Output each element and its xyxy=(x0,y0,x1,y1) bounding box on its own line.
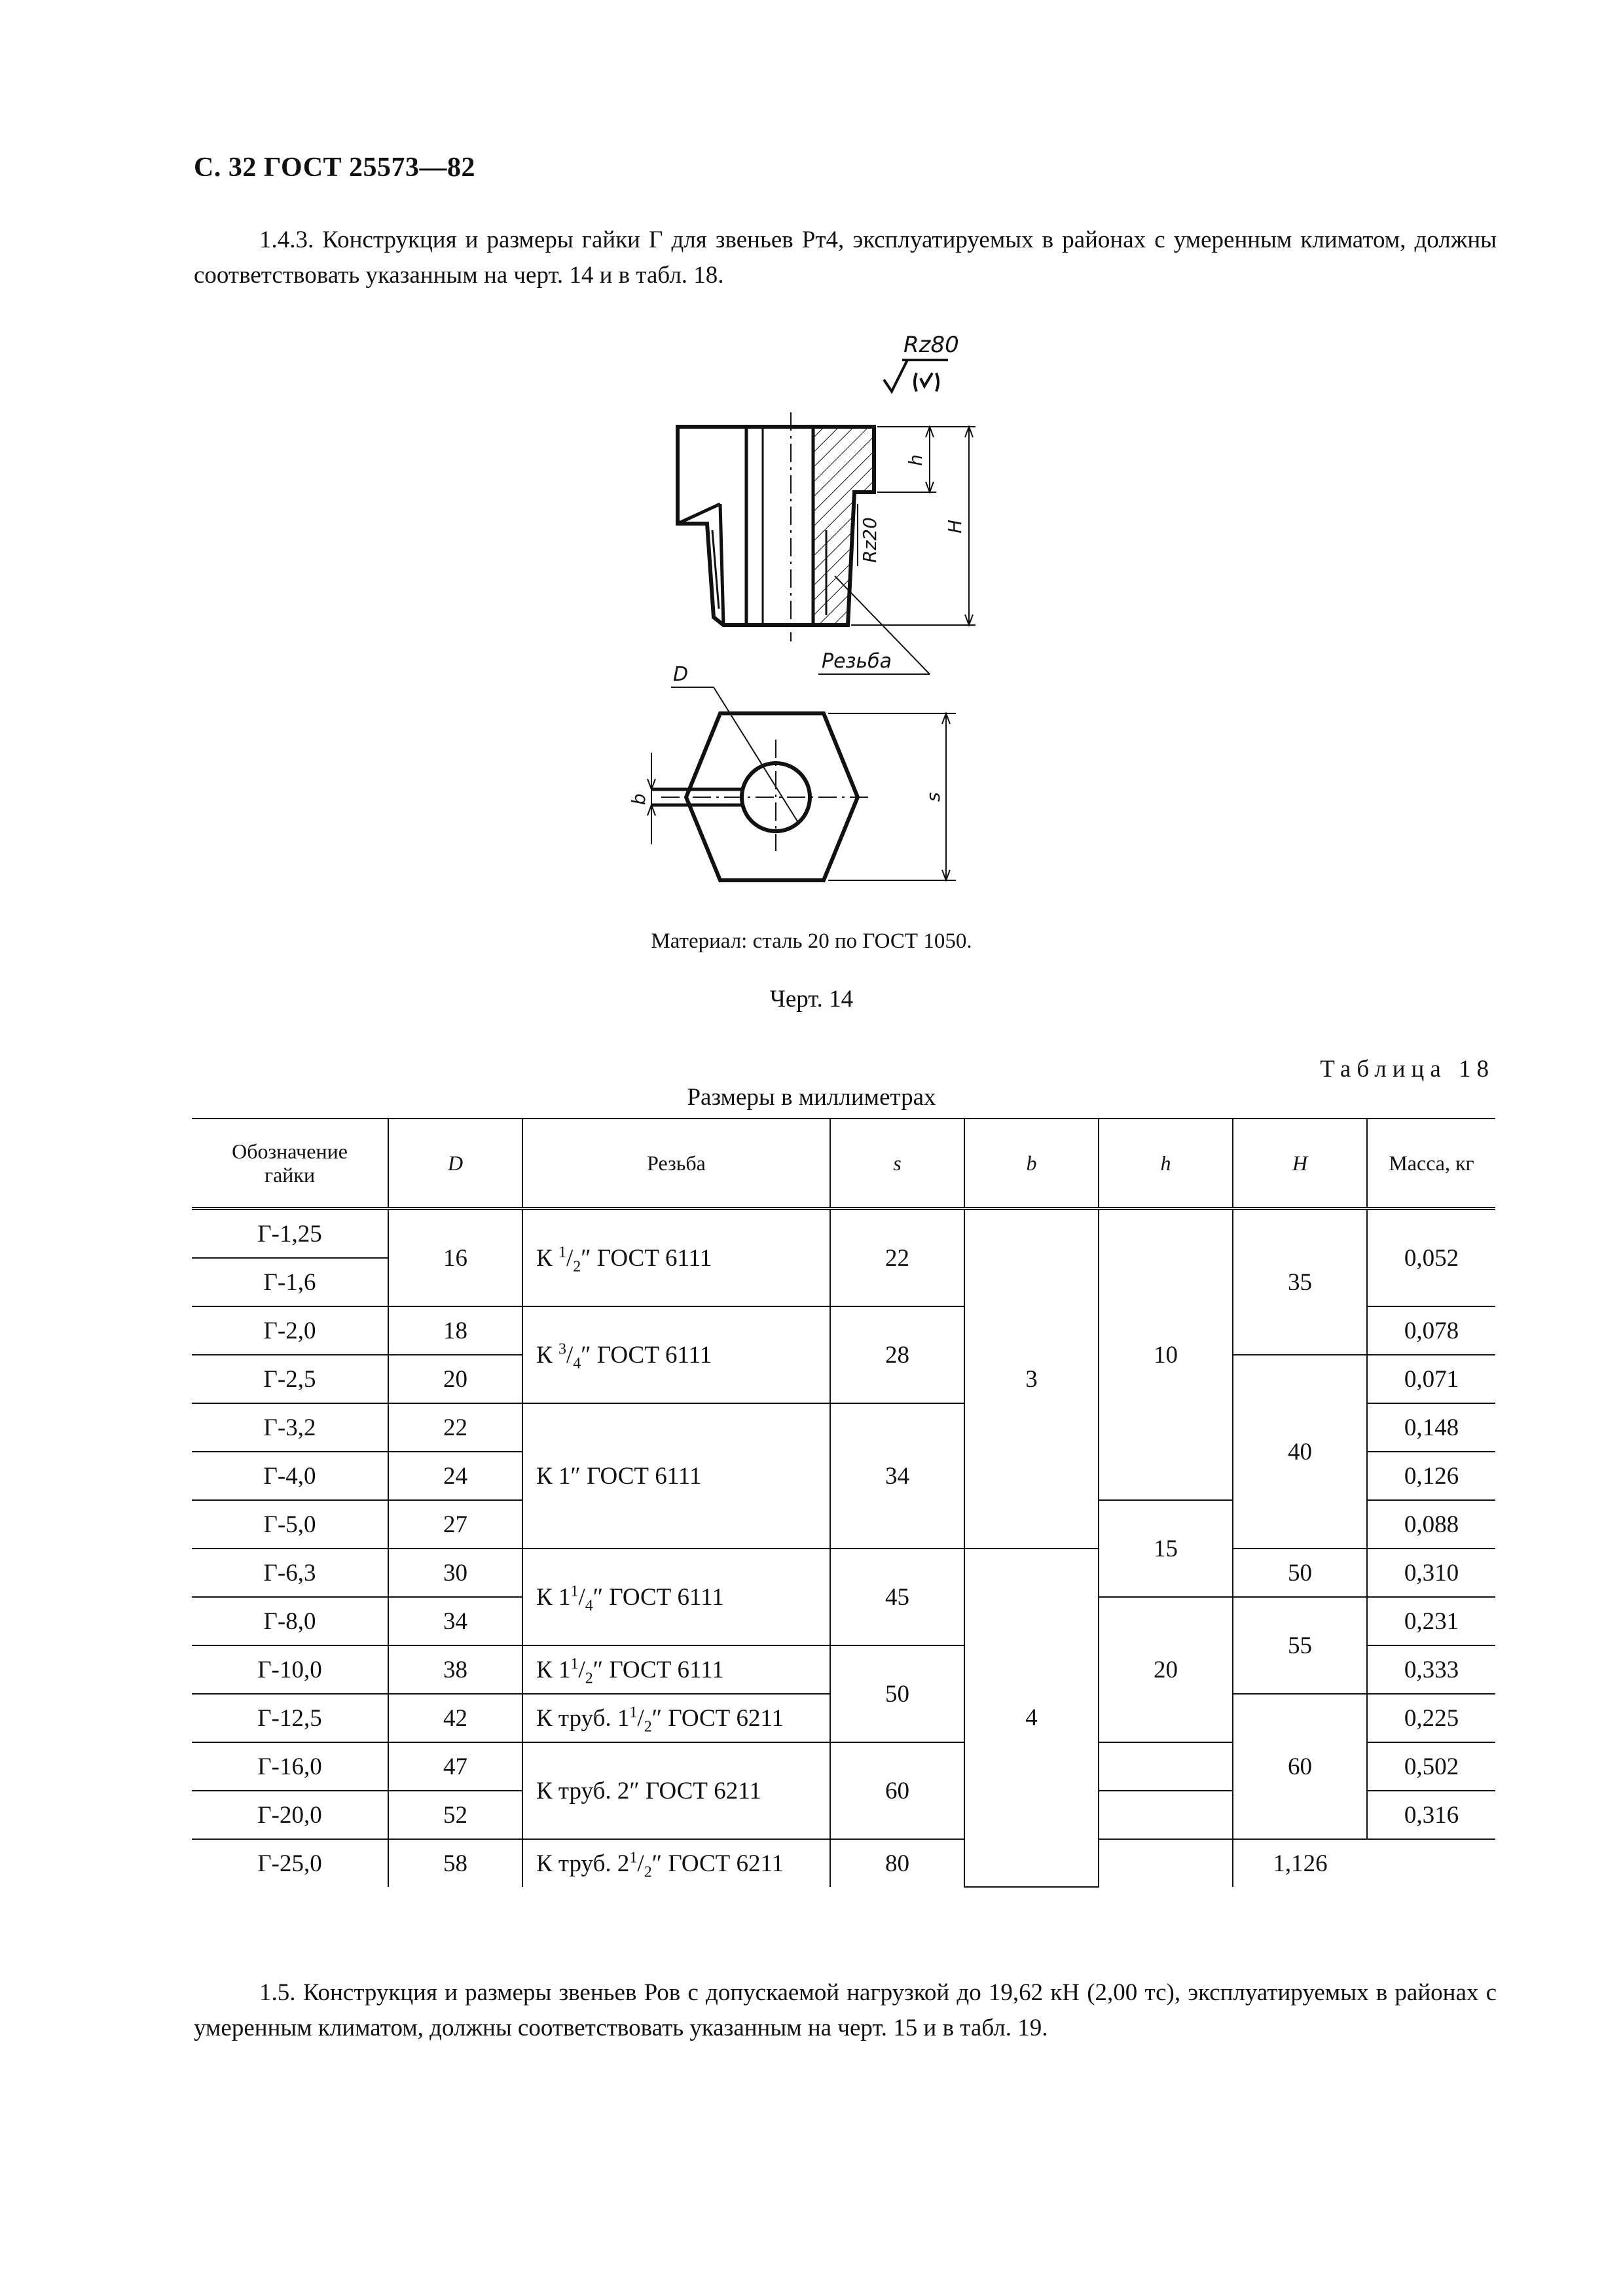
cell-thread: К 1″ ГОСТ 6111 xyxy=(522,1403,830,1549)
material-caption: Материал: сталь 20 по ГОСТ 1050. xyxy=(651,929,972,953)
cell-thread: К труб. $1^1/_2''$ ГОСТ 6211 xyxy=(522,1694,830,1742)
cell-designation: Г-3,2 xyxy=(192,1403,388,1452)
cell-mass: 0,088 xyxy=(1367,1500,1495,1549)
cell-mass: 0,310 xyxy=(1367,1549,1495,1597)
cell-D: 42 xyxy=(388,1694,522,1742)
cell-b: 4 xyxy=(964,1549,1099,1887)
table-units: Размеры в миллиметрах xyxy=(687,1084,936,1111)
cell-designation: Г-2,5 xyxy=(192,1355,388,1403)
cell-designation: Г-8,0 xyxy=(192,1597,388,1645)
drawing-chert-14 xyxy=(589,321,1048,910)
table-row xyxy=(192,1209,1495,1259)
cell-D: 27 xyxy=(388,1500,522,1549)
cell-h xyxy=(1099,1742,1233,1791)
paragraph-1-4-3: 1.4.3. Конструкция и размеры гайки Г для звеньев Рт4, эксплуатируемых в районах с умеренным климатом, должны соответствовать указанным на черт. 14 и в табл. 18. xyxy=(194,226,1497,289)
col-h: h xyxy=(1099,1119,1233,1209)
cell-D: 20 xyxy=(388,1355,522,1403)
roughness-rz20-label: Rz20 xyxy=(859,517,881,563)
col-H: H xyxy=(1233,1119,1367,1209)
cell-mass: 0,502 xyxy=(1367,1742,1495,1791)
cell-D: 16 xyxy=(388,1209,522,1307)
cell-H: 35 xyxy=(1233,1209,1367,1355)
dim-s-label: s xyxy=(922,792,944,802)
cell-mass: 0,148 xyxy=(1367,1403,1495,1452)
page-header: С. 32 ГОСТ 25573—82 xyxy=(194,152,476,183)
cell-s: 22 xyxy=(830,1209,964,1307)
roughness-rz80-label: Rz80 xyxy=(903,332,959,358)
cell-designation: Г-25,0 xyxy=(192,1839,388,1887)
cell-mass: 0,071 xyxy=(1367,1355,1495,1403)
thread-label: Резьба xyxy=(822,650,892,673)
cell-D: 47 xyxy=(388,1742,522,1791)
cell-s: 34 xyxy=(830,1403,964,1549)
paragraph-1-5: 1.5. Конструкция и размеры звеньев Ров с допускаемой нагрузкой до 19,62 кН (2,00 тс), эксплуатируемых в районах с умеренным климатом, должны соответствовать указанным на черт. 15 и в табл. 19. xyxy=(194,1979,1497,2041)
table-row xyxy=(192,1549,1495,1597)
cell-mass: 0,333 xyxy=(1367,1645,1495,1694)
cell-D: 18 xyxy=(388,1306,522,1355)
col-thread: Резьба xyxy=(522,1119,830,1209)
cell-mass: 0,225 xyxy=(1367,1694,1495,1742)
cell-designation: Г-1,25 xyxy=(192,1209,388,1259)
dim-D-label: D xyxy=(673,663,689,686)
cell-thread: К $^3/_4''$ ГОСТ 6111 xyxy=(522,1306,830,1403)
col-s: s xyxy=(830,1119,964,1209)
cell-mass: 0,052 xyxy=(1367,1209,1495,1307)
cell-designation: Г-4,0 xyxy=(192,1452,388,1500)
table-title: Таблица 18 xyxy=(1320,1056,1495,1083)
cell-thread: К $^1/_2''$ ГОСТ 6111 xyxy=(522,1209,830,1307)
col-b: b xyxy=(964,1119,1099,1209)
cell-mass: 0,126 xyxy=(1367,1452,1495,1500)
cell-designation: Г-20,0 xyxy=(192,1791,388,1839)
cell-D: 30 xyxy=(388,1549,522,1597)
cell-s: 80 xyxy=(830,1839,964,1887)
cell-h: 20 xyxy=(1099,1597,1233,1742)
cell-thread: К $1^1/_2''$ ГОСТ 6111 xyxy=(522,1645,830,1694)
cell-h xyxy=(1099,1839,1233,1887)
cell-H: 50 xyxy=(1233,1549,1367,1597)
dim-h-label: h xyxy=(905,454,926,466)
cell-s: 28 xyxy=(830,1306,964,1403)
cell-H: 40 xyxy=(1233,1355,1367,1549)
roughness-symbol xyxy=(884,360,948,391)
cell-designation: Г-12,5 xyxy=(192,1694,388,1742)
cell-thread: К $1^1/_4''$ ГОСТ 6111 xyxy=(522,1549,830,1645)
col-D: D xyxy=(388,1119,522,1209)
cell-D: 52 xyxy=(388,1791,522,1839)
cell-designation: Г-2,0 xyxy=(192,1306,388,1355)
cell-mass: 0,078 xyxy=(1367,1306,1495,1355)
cell-b: 3 xyxy=(964,1209,1099,1549)
cell-D: 22 xyxy=(388,1403,522,1452)
cell-D: 58 xyxy=(388,1839,522,1887)
cell-D: 38 xyxy=(388,1645,522,1694)
cell-designation: Г-5,0 xyxy=(192,1500,388,1549)
table-18 xyxy=(192,1118,1495,1888)
cell-h: 10 xyxy=(1099,1209,1233,1501)
cell-thread: К труб. $2^1/_2''$ ГОСТ 6211 xyxy=(522,1839,830,1887)
figure-caption: Черт. 14 xyxy=(769,986,854,1013)
cell-mass: 0,316 xyxy=(1367,1791,1495,1839)
cell-designation: Г-1,6 xyxy=(192,1258,388,1306)
cell-designation: Г-10,0 xyxy=(192,1645,388,1694)
cell-h: 15 xyxy=(1099,1500,1233,1597)
col-mass: Масса, кг xyxy=(1367,1119,1495,1209)
cell-D: 34 xyxy=(388,1597,522,1645)
cell-thread: К труб. 2″ ГОСТ 6211 xyxy=(522,1742,830,1839)
table-header-row xyxy=(192,1119,1495,1209)
cell-mass: 1,126 xyxy=(1233,1839,1367,1887)
dim-H-label: H xyxy=(944,519,966,533)
cell-designation: Г-16,0 xyxy=(192,1742,388,1791)
dim-b-label: b xyxy=(628,793,649,805)
cell-s: 60 xyxy=(830,1742,964,1839)
cell-h xyxy=(1099,1791,1233,1839)
table-row xyxy=(192,1839,1495,1887)
cell-H: 60 xyxy=(1233,1694,1367,1839)
cell-designation: Г-6,3 xyxy=(192,1549,388,1597)
cell-mass: 0,231 xyxy=(1367,1597,1495,1645)
cell-s: 45 xyxy=(830,1549,964,1645)
cell-H: 55 xyxy=(1233,1597,1367,1694)
col-designation: Обозначение гайки xyxy=(192,1119,388,1209)
cell-D: 24 xyxy=(388,1452,522,1500)
cell-s: 50 xyxy=(830,1645,964,1742)
